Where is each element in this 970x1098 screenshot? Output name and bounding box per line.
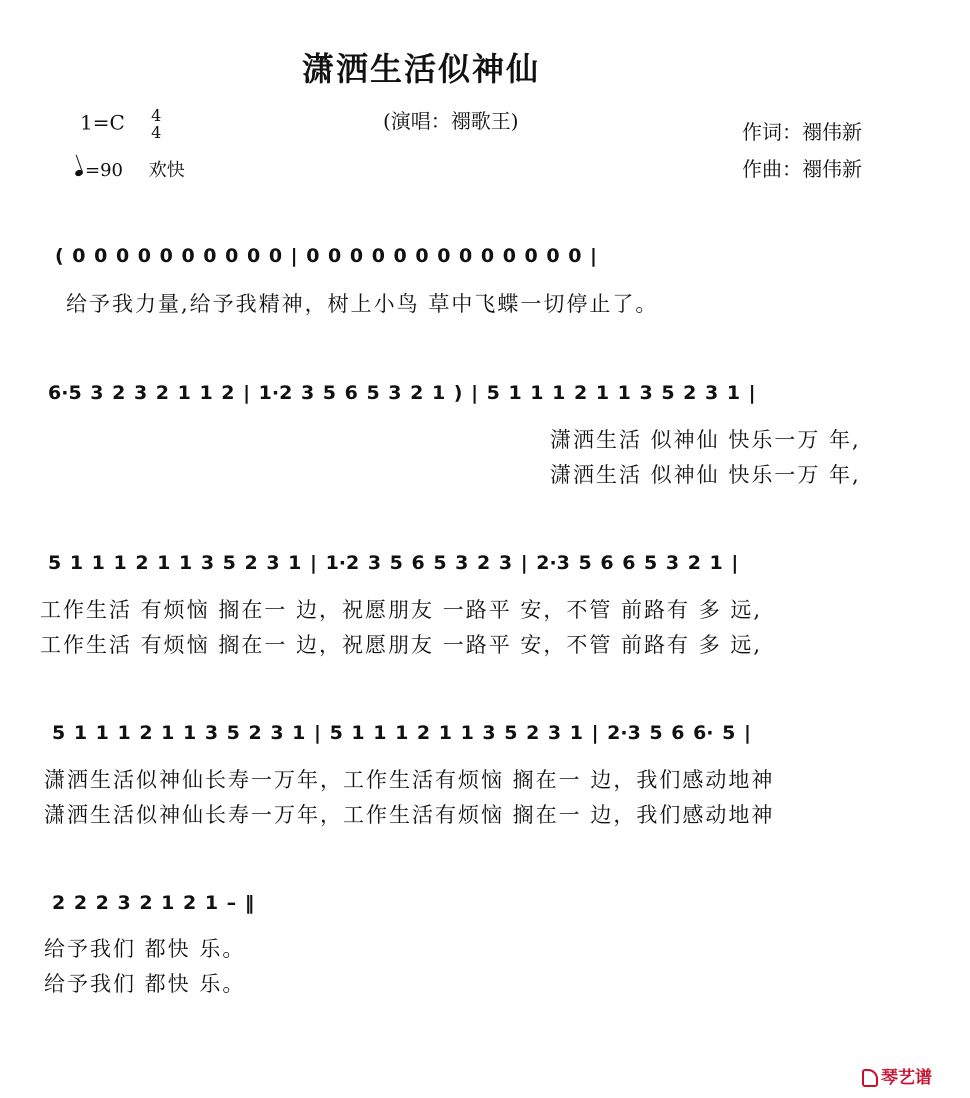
notation-line-4: 5 1 1 1 2 1 1 3 5 2 3 1 | 5 1 1 1 2 1 1 3 5 2 3 1 | 2·3 5 6 6· 5 | xyxy=(52,722,751,744)
mood-label: 欢快 xyxy=(148,160,185,181)
lyrics-line-3b: 工作生活 有烦恼 搁在一 边，祝愿朋友 一路平 安，不管 前路有 多 远, xyxy=(40,633,763,657)
logo-text: 琴艺谱 xyxy=(881,1068,932,1088)
key-signature xyxy=(80,107,161,141)
logo-icon xyxy=(862,1069,878,1087)
lyrics-line-5a: 给予我们 都快 乐。 xyxy=(44,937,246,961)
notation-line-3: 5 1 1 1 2 1 1 3 5 2 3 1 | 1·2 3 5 6 5 3 2 3 | 2·3 5 6 6 5 3 2 1 | xyxy=(48,552,739,574)
notation-line-5: 2 2 2 3 2 1 2 1 – ‖ xyxy=(52,892,255,914)
notation-line-1: ( 0 0 0 0 0 0 0 0 0 0 | 0 0 0 0 0 0 0 0 0 0 0 0 0 | xyxy=(55,245,597,267)
time-signature xyxy=(151,107,161,141)
time-denominator: 4 xyxy=(151,123,162,142)
singer-credit: (演唱：禤歌王) xyxy=(383,109,519,133)
quarter-note-icon xyxy=(74,169,84,177)
lyrics-line-4b: 潇洒生活似神仙长寿一万年，工作生活有烦恼 搁在一 边，我们感动地神 xyxy=(44,803,775,827)
lyrics-line-2a: 潇洒生活 似神仙 快乐一万 年, xyxy=(550,428,861,452)
site-logo xyxy=(862,1063,932,1088)
key-label: 1=C xyxy=(80,110,125,135)
lyrics-line-2b: 潇洒生活 似神仙 快乐一万 年, xyxy=(550,463,861,487)
page-title: 潇洒生活似神仙 xyxy=(302,50,541,88)
lyrics-line-5b: 给予我们 都快 乐。 xyxy=(44,972,246,996)
notation-line-2: 6·5 3 2 3 2 1 1 2 | 1·2 3 5 6 5 3 2 1 ) | 5 1 1 1 2 1 1 3 5 2 3 1 | xyxy=(48,382,756,404)
time-numerator: 4 xyxy=(151,106,162,125)
lyrics-line-4a: 潇洒生活似神仙长寿一万年，工作生活有烦恼 搁在一 边，我们感动地神 xyxy=(44,768,775,792)
lyrics-line-1: 给予我力量,给予我精神，树上小鸟 草中飞蝶一切停止了。 xyxy=(66,292,659,316)
composer-credit: 作曲：禤伟新 xyxy=(742,157,862,181)
tempo-marking xyxy=(75,156,185,182)
tempo-value: =90 xyxy=(85,160,123,181)
lyrics-line-3a: 工作生活 有烦恼 搁在一 边，祝愿朋友 一路平 安，不管 前路有 多 远, xyxy=(40,598,763,622)
lyricist-credit: 作词：禤伟新 xyxy=(742,120,862,144)
